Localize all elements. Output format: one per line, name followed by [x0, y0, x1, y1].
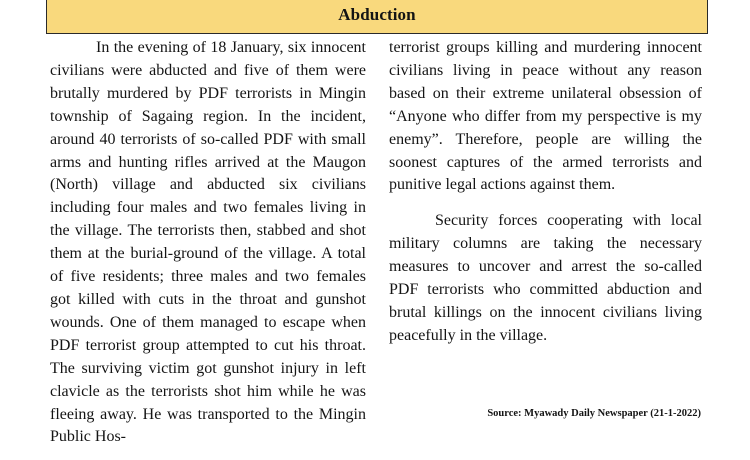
left-column — [50, 37, 366, 449]
headline-text: Abduction — [338, 5, 416, 24]
body-paragraph-continuation: terrorist groups killing and murdering innocent civilians living in peace without any reason based on their extreme unilateral obsession of “Anyone who differ from my perspective is my enemy”. Therefore, people are willing the soonest captures of the armed terrorists and punitive legal actions against them. — [389, 39, 702, 194]
headline-banner — [46, 0, 708, 34]
source-credit: Source: Myawady Daily Newspaper (21-1-2022) — [487, 408, 701, 419]
right-column — [389, 37, 702, 348]
body-paragraph-1: In the evening of 18 January, six innocent civilians were abducted and five of them were brutally murdered by PDF terrorists in Mingin township of Sagaing region. In the incident, around 40 terrorists of so-called PDF with small arms and hunting rifles arrived at the Maugon (North) village and abducted six civilians including four males and two females living in the village. The terrorists then, stabbed and shot them at the burial-ground of the village. A total of five residents; three males and two females got killed with cuts in the throat and gunshot wounds. One of them managed to escape when PDF terrorist group attempted to cut his throat. The surviving victim got gunshot injury in left clavicle as the terrorists shot him while he was fleeing away. He was transported to the Mingin Public Hos- — [50, 39, 366, 446]
body-paragraph-2: Security forces cooperating with local military columns are taking the necessary measures to uncover and arrest the so-called PDF terrorists who committed abduction and brutal killings on the innocent civilians living peacefully in the village. — [389, 212, 702, 344]
